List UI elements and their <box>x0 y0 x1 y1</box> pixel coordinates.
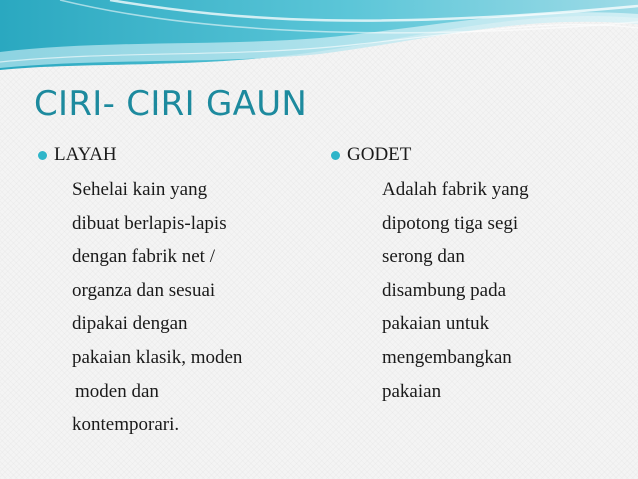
description-line: pakaian klasik, moden <box>72 346 243 368</box>
description-line: pakaian untuk <box>382 313 490 335</box>
description-line: pakaian <box>382 380 442 402</box>
right-heading: GODET <box>347 144 412 165</box>
description-line: dipakai dengan <box>72 313 188 335</box>
description-line: kontemporari. <box>72 414 180 436</box>
description-line: disambung pada <box>382 279 507 301</box>
description-line: organza dan sesuai <box>72 279 216 301</box>
wave-banner-decoration <box>0 0 638 80</box>
left-bullet-row <box>38 142 308 168</box>
description-line: Sehelai kain yang <box>72 179 208 200</box>
left-heading: LAYAH <box>54 144 117 165</box>
right-description <box>331 173 611 408</box>
description-line: dibuat berlapis-lapis <box>72 212 227 234</box>
description-line: dengan fabrik net / <box>72 246 215 268</box>
left-column <box>38 142 308 442</box>
description-line: serong dan <box>382 246 465 268</box>
slide-title: CIRI- CIRI GAUN <box>34 84 308 124</box>
description-line: mengembangkan <box>382 346 512 368</box>
description-line: Adalah fabrik yang <box>382 179 529 200</box>
bullet-icon <box>331 151 340 160</box>
description-line: moden dan <box>75 380 159 402</box>
left-description <box>38 173 308 442</box>
right-column <box>331 142 611 408</box>
right-bullet-row <box>331 142 611 168</box>
description-line: dipotong tiga segi <box>382 212 519 234</box>
bullet-icon <box>38 151 47 160</box>
